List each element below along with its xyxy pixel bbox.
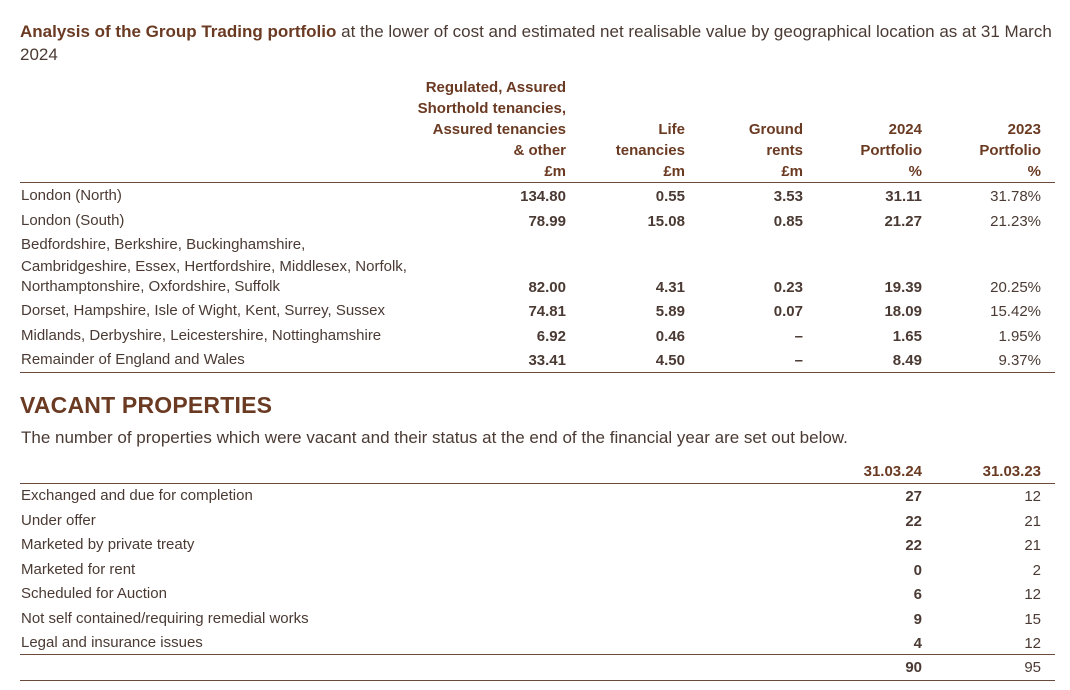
row-label: Dorset, Hampshire, Isle of Wight, Kent, Surrey, Sussex [21, 302, 386, 319]
section-title: VACANT PROPERTIES [20, 392, 273, 418]
col-header-line: £m [544, 163, 566, 180]
col-header-line: Shorthold tenancies, [417, 100, 566, 117]
cell-regulated: 78.99 [528, 212, 566, 230]
row-label: London (South) [21, 211, 125, 229]
portfolio-bottom-divider [20, 372, 1055, 373]
vacant-cell-2024: 9 [913, 610, 922, 628]
title-rest: at the lower of cost and estimated net realisable value by geographical location as at 31 March 2024 [20, 22, 1052, 64]
vacant-row-label: Under offer [21, 511, 96, 529]
col-header-line: Portfolio [979, 142, 1041, 159]
vacant-row-label: Marketed for rent [21, 560, 136, 578]
row-label: London (North) [21, 187, 122, 204]
cell-2024: 19.39 [884, 279, 922, 296]
row-label: Cambridgeshire, Essex, Hertfordshire, Middlesex, Norfolk, [21, 258, 407, 275]
vacant-cell-2024: 27 [905, 488, 922, 505]
section-intro: The number of properties which were vacant and their status at the end of the financial year are set out below. [21, 428, 848, 447]
cell-2023: 9.37% [998, 352, 1041, 369]
cell-life: 4.50 [655, 352, 685, 369]
vacant-row-label: Marketed by private treaty [21, 536, 195, 553]
cell-regulated: 33.41 [528, 352, 566, 369]
col-header-line: Portfolio [860, 142, 922, 159]
col-header-line: £m [663, 163, 685, 180]
cell-2024: 21.27 [884, 212, 922, 230]
vacant-cell-2023: 12 [1024, 488, 1041, 505]
cell-regulated: 74.81 [528, 303, 566, 320]
cell-2023: 20.25% [990, 279, 1041, 296]
col-header-line: £m [781, 163, 803, 180]
vacant-row-label: Not self contained/requiring remedial works [21, 609, 309, 627]
col-header-line: % [908, 163, 922, 180]
cell-life: 0.46 [655, 328, 685, 345]
cell-2024: 18.09 [884, 303, 922, 320]
vacant-total-2024: 90 [905, 659, 922, 676]
col-header-2023 [979, 119, 1041, 182]
col-header-line: 2023 [1007, 121, 1041, 138]
col-header-310323: 31.03.23 [982, 463, 1041, 480]
vacant-row-label: Scheduled for Auction [21, 585, 167, 602]
vacant-row-label: Exchanged and due for completion [21, 487, 253, 504]
cell-2023: 31.78% [990, 188, 1041, 205]
cell-life: 15.08 [647, 212, 685, 230]
row-label: Remainder of England and Wales [21, 351, 245, 368]
row-label: Bedfordshire, Berkshire, Buckinghamshire, [21, 236, 306, 253]
cell-ground: – [794, 328, 803, 345]
cell-regulated: 6.92 [536, 328, 566, 345]
cell-life: 0.55 [655, 188, 685, 205]
vacant-cell-2023: 21 [1024, 512, 1041, 530]
page-title [20, 20, 1060, 66]
cell-ground: 0.23 [773, 279, 803, 296]
col-header-line: 2024 [888, 121, 922, 138]
vacant-cell-2024: 22 [905, 512, 922, 530]
vacant-cell-2024: 0 [913, 561, 922, 579]
col-header-life [616, 119, 685, 182]
vacant-cell-2023: 21 [1024, 537, 1041, 554]
cell-ground: – [794, 352, 803, 369]
cell-ground: 0.07 [773, 303, 803, 320]
row-label: Northamptonshire, Oxfordshire, Suffolk [21, 278, 281, 295]
cell-life: 4.31 [655, 279, 685, 296]
col-header-line: Regulated, Assured [425, 79, 566, 96]
total-top-divider [20, 654, 1055, 655]
vacant-cell-2023: 15 [1024, 610, 1041, 628]
col-header-line: tenancies [615, 142, 685, 159]
col-header-line: % [1027, 163, 1041, 180]
title-bold: Analysis of the Group Trading portfolio [20, 22, 337, 41]
vacant-cell-2024: 6 [913, 586, 922, 603]
total-bottom-divider [20, 680, 1055, 681]
cell-ground: 3.53 [773, 188, 803, 205]
row-label: Midlands, Derbyshire, Leicestershire, Nottinghamshire [21, 327, 382, 344]
cell-regulated: 134.80 [520, 188, 566, 205]
header-divider [20, 182, 1055, 183]
col-header-line: rents [766, 142, 803, 159]
col-header-ground [749, 119, 803, 182]
vacant-total-2023: 95 [1024, 659, 1041, 676]
cell-2023: 15.42% [990, 303, 1041, 320]
cell-2023: 21.23% [990, 212, 1041, 230]
col-header-line: & other [513, 142, 566, 159]
vacant-row-label: Legal and insurance issues [21, 634, 203, 651]
cell-2024: 1.65 [892, 328, 922, 345]
col-header-line: Assured tenancies [432, 121, 566, 138]
vacant-cell-2024: 4 [913, 635, 922, 652]
col-header-regulated [418, 77, 566, 182]
col-header-2024 [860, 119, 922, 182]
col-header-310324: 31.03.24 [863, 463, 922, 480]
vacant-cell-2023: 2 [1032, 561, 1041, 579]
cell-2023: 1.95% [998, 328, 1041, 345]
vacant-cell-2024: 22 [905, 537, 922, 554]
vacant-cell-2023: 12 [1024, 635, 1041, 652]
cell-life: 5.89 [655, 303, 685, 320]
cell-regulated: 82.00 [528, 279, 566, 296]
cell-2024: 31.11 [885, 188, 922, 205]
vacant-cell-2023: 12 [1024, 586, 1041, 603]
cell-ground: 0.85 [773, 212, 803, 230]
col-header-line: Life [658, 121, 685, 138]
col-header-line: Ground [748, 121, 803, 138]
cell-2024: 8.49 [892, 352, 922, 369]
